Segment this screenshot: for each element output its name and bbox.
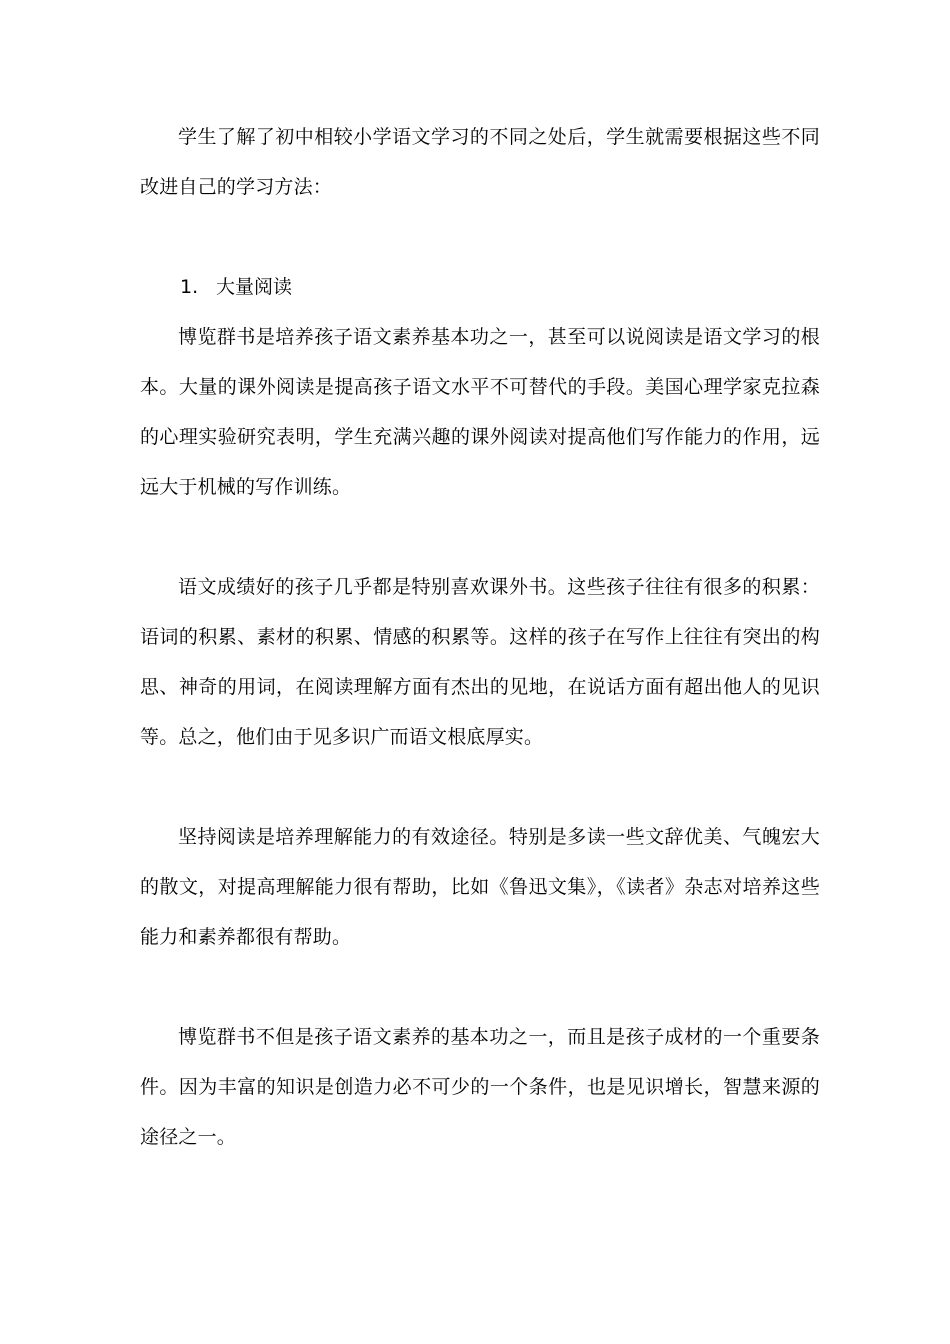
- spacer: [140, 962, 820, 1012]
- body-paragraph-4: 博览群书不但是孩子语文素养的基本功之一，而且是孩子成材的一个重要条件。因为丰富的知识是创造力必不可少的一个条件，也是见识增长，智慧来源的途径之一。: [140, 1026, 820, 1148]
- section-title: 大量阅读: [216, 276, 293, 298]
- document-body: [140, 112, 820, 1162]
- spacer: [140, 762, 820, 812]
- body-paragraph-2: 语文成绩好的孩子几乎都是特别喜欢课外书。这些孩子往往有很多的积累：语词的积累、素材的积累、情感的积累等。这样的孩子在写作上往往有突出的构思、神奇的用词，在阅读理解方面有杰出的见地，在说话方面有超出他人的见识等。总之，他们由于见多识广而语文根底厚实。: [140, 576, 820, 748]
- intro-paragraph: 学生了解了初中相较小学语文学习的不同之处后，学生就需要根据这些不同改进自己的学习方法：: [140, 126, 820, 198]
- spacer: [140, 512, 820, 562]
- section-number: 1.: [180, 276, 199, 298]
- section-heading: [140, 262, 820, 312]
- spacer: [140, 212, 820, 262]
- body-paragraph-3: 坚持阅读是培养理解能力的有效途径。特别是多读一些文辞优美、气魄宏大的散文，对提高理解能力很有帮助，比如《鲁迅文集》，《读者》杂志对培养这些能力和素养都很有帮助。: [140, 826, 820, 948]
- body-paragraph-1: 博览群书是培养孩子语文素养基本功之一，甚至可以说阅读是语文学习的根本。大量的课外阅读是提高孩子语文水平不可替代的手段。美国心理学家克拉森的心理实验研究表明，学生充满兴趣的课外阅读对提高他们写作能力的作用，远远大于机械的写作训练。: [140, 326, 820, 498]
